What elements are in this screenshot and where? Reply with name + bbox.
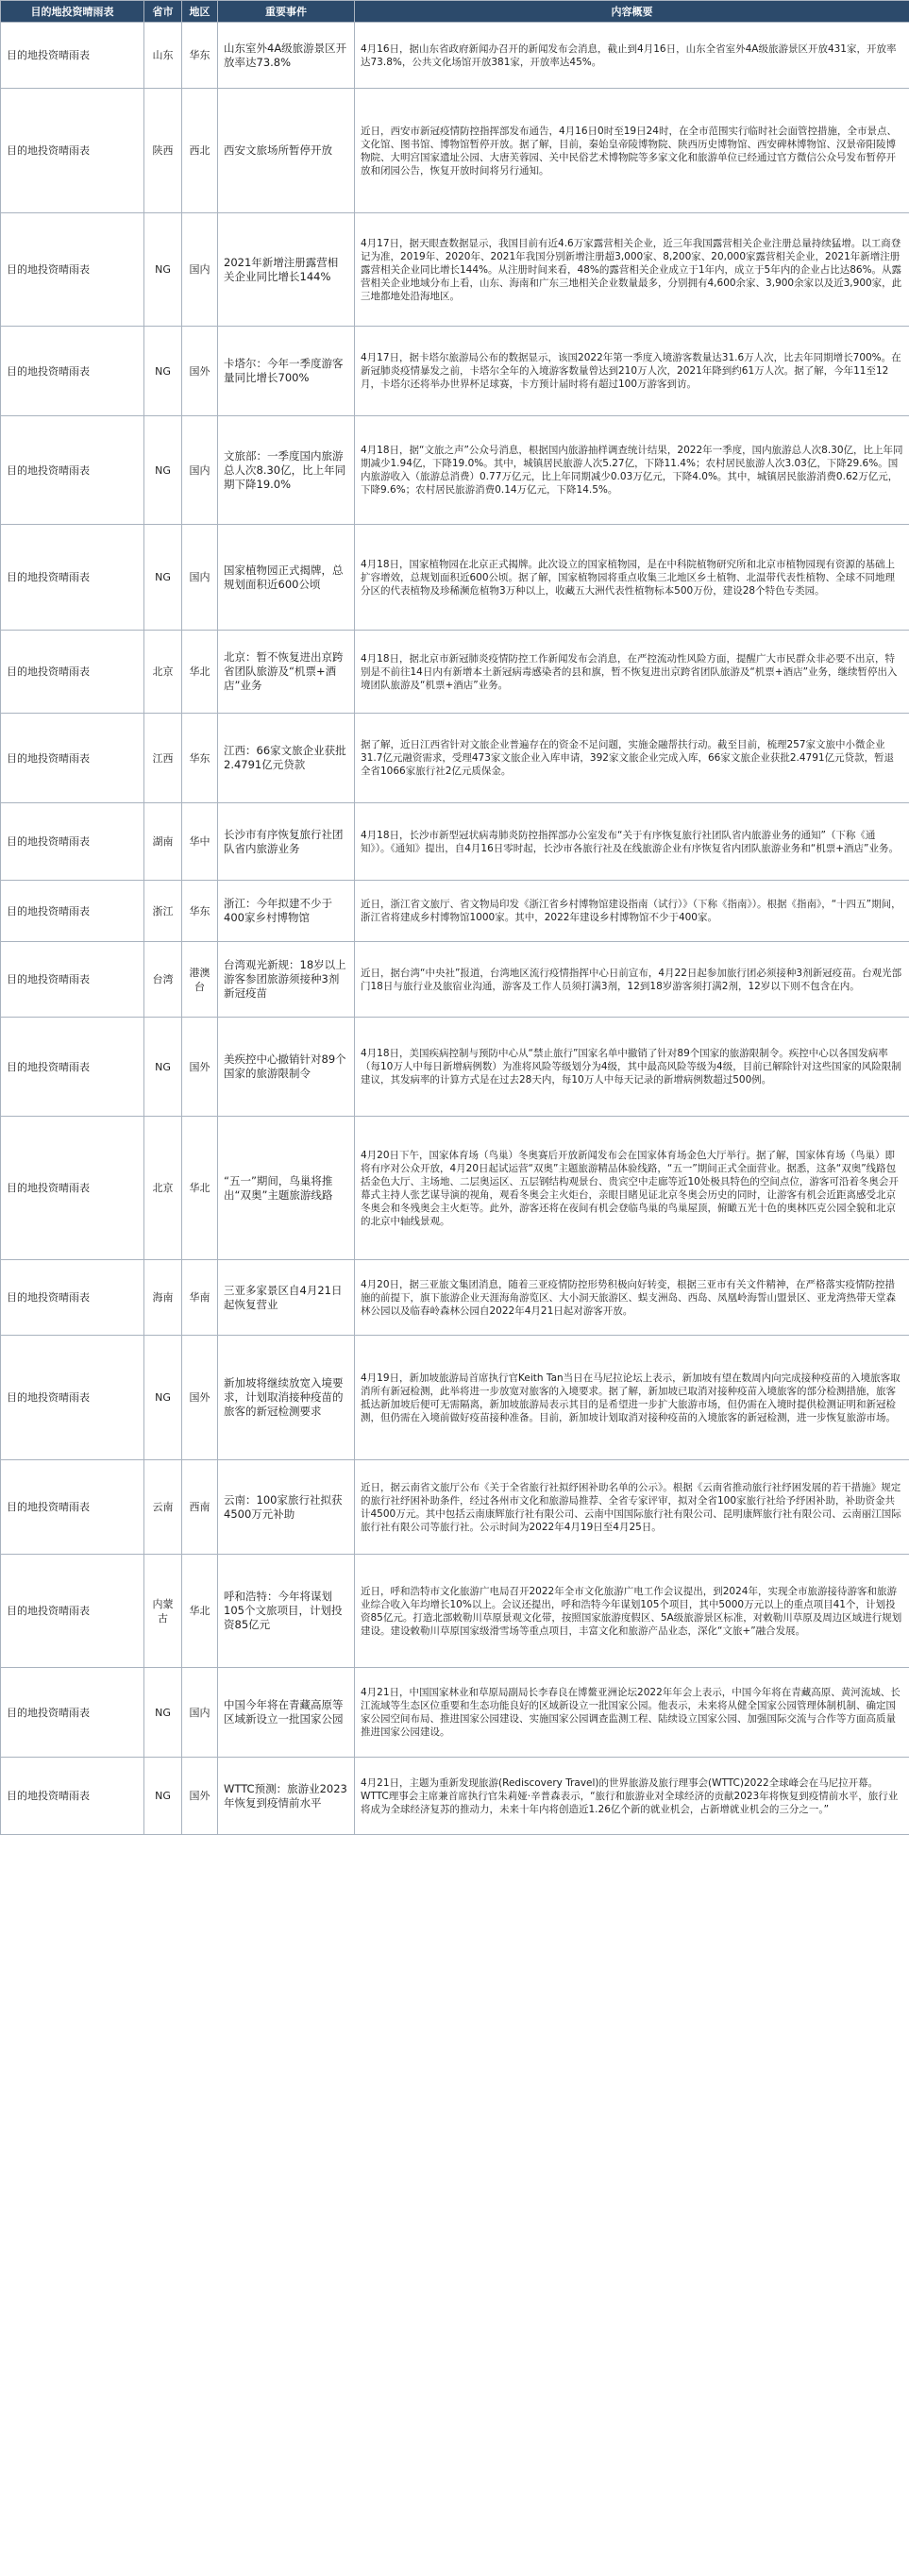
cell-summary: 近日，浙江省文旅厅、省文物局印发《浙江省乡村博物馆建设指南（试行）》（下称《指南》）。根据《指南》，“十四五”期间，浙江省将建成乡村博物馆1000家。其中，2022年建设乡村博物馆不少于400家。 bbox=[355, 881, 909, 942]
cell-summary: 4月21日，主题为重新发现旅游(Rediscovery Travel)的世界旅游及旅行理事会(WTTC)2022全球峰会在马尼拉开幕。WTTC理事会主席兼首席执行官朱莉娅·辛普森表示，“旅行和旅游业对全球经济的贡献2023年将恢复到疫情前水平，旅行业将成为全球经济复苏的推动力，未来十年内将创造近1.26亿个新的就业机会，占新增就业机会的三分之一。” bbox=[355, 1758, 909, 1835]
cell-category: 目的地投资晴雨表 bbox=[1, 1758, 144, 1835]
cell-region: 华北 bbox=[182, 631, 218, 714]
cell-event: 美疾控中心撤销针对89个国家的旅游限制令 bbox=[218, 1018, 355, 1117]
cell-region: 华北 bbox=[182, 1117, 218, 1260]
table-row bbox=[1, 803, 909, 881]
cell-category: 目的地投资晴雨表 bbox=[1, 327, 144, 416]
table-row bbox=[1, 631, 909, 714]
cell-event: 三亚多家景区自4月21日起恢复营业 bbox=[218, 1260, 355, 1336]
cell-region: 华东 bbox=[182, 23, 218, 89]
cell-province: 陕西 bbox=[144, 89, 182, 213]
cell-event: 台湾观光新规：18岁以上游客参团旅游须接种3剂新冠疫苗 bbox=[218, 942, 355, 1018]
cell-category: 目的地投资晴雨表 bbox=[1, 213, 144, 327]
cell-category: 目的地投资晴雨表 bbox=[1, 525, 144, 631]
table-row bbox=[1, 1117, 909, 1260]
table-body bbox=[1, 23, 909, 1835]
table-row bbox=[1, 1555, 909, 1668]
cell-summary: 近日，据台湾“中央社”报道，台湾地区流行疫情指挥中心日前宣布，4月22日起参加旅行团必须接种3剂新冠疫苗。台观光部门18日与旅行业及旅宿业沟通，游客及工作人员须打满3剂，12到18岁游客须打满2剂，12岁以下则不包含在内。 bbox=[355, 942, 909, 1018]
cell-category: 目的地投资晴雨表 bbox=[1, 714, 144, 803]
cell-event: 长沙市有序恢复旅行社团队省内旅游业务 bbox=[218, 803, 355, 881]
cell-region: 国外 bbox=[182, 1018, 218, 1117]
cell-summary: 4月18日，国家植物园在北京正式揭牌。此次设立的国家植物园，是在中科院植物研究所和北京市植物园现有资源的基础上扩容增效，总规划面积近600公顷。据了解，国家植物园将重点收集三北地区乡土植物、北温带代表性植物、全球不同地理分区的代表植物及珍稀濒危植物3万种以上，收藏五大洲代表性植物标本500万份，建设28个特色专类园。 bbox=[355, 525, 909, 631]
table-row bbox=[1, 213, 909, 327]
table-row bbox=[1, 89, 909, 213]
column-header-event: 重要事件 bbox=[218, 1, 355, 23]
table-row bbox=[1, 327, 909, 416]
cell-province: 台湾 bbox=[144, 942, 182, 1018]
cell-summary: 近日，据云南省文旅厅公布《关于全省旅行社拟纾困补助名单的公示》。根据《云南省推动旅行社纾困发展的若干措施》规定的旅行社纾困补助条件，经过各州市文化和旅游局推荐、全省专家评审，拟对全省100家旅行社给予纾困补助，补助资金共计4500万元。其中包括云南康辉旅行社有限公司、云南中国国际旅行社有限公司、昆明康辉旅行社有限公司、云南丽江国际旅行社有限公司等旅行社。公示时间为2022年4月19日至4月25日。 bbox=[355, 1460, 909, 1555]
cell-summary: 4月17日，据天眼查数据显示，我国目前有近4.6万家露营相关企业，近三年我国露营相关企业注册总量持续猛增。以工商登记为准，2019年、2020年、2021年我国分别新增注册超3,000家、8,200家、20,000家露营相关企业，2021年新增注册露营相关企业同比增长144%。从注册时间来看，48%的露营相关企业成立于1年内，成立于5年内的企业占比达86%。从露营相关企业地域分布上看，山东、海南和广东三地相关企业数量最多，分别拥有4,600余家、3,900余家以及近3,900家，此三地都地处沿海地区。 bbox=[355, 213, 909, 327]
header-row bbox=[1, 1, 909, 23]
cell-province: NG bbox=[144, 1336, 182, 1460]
cell-event: 山东室外4A级旅游景区开放率达73.8% bbox=[218, 23, 355, 89]
cell-category: 目的地投资晴雨表 bbox=[1, 1336, 144, 1460]
cell-province: 内蒙古 bbox=[144, 1555, 182, 1668]
cell-province: NG bbox=[144, 213, 182, 327]
cell-summary: 近日，西安市新冠疫情防控指挥部发布通告，4月16日0时至19日24时，在全市范围实行临时社会面管控措施，全市景点、文化馆、图书馆、博物馆暂停开放。据了解，目前，秦始皇帝陵博物院、陕西历史博物馆、西安碑林博物馆、汉景帝阳陵博物院、大明宫国家遗址公园、大唐芙蓉园、关中民俗艺术博物院等多家文化和旅游单位已经通过官方微信公众号发布暂停开放和闭园公告，恢复开放时间将另行通知。 bbox=[355, 89, 909, 213]
cell-event: 国家植物园正式揭牌，总规划面积近600公顷 bbox=[218, 525, 355, 631]
table-row bbox=[1, 881, 909, 942]
cell-event: 卡塔尔：今年一季度游客量同比增长700% bbox=[218, 327, 355, 416]
table-row bbox=[1, 1460, 909, 1555]
table-row bbox=[1, 714, 909, 803]
cell-category: 目的地投资晴雨表 bbox=[1, 1460, 144, 1555]
cell-event: 新加坡将继续放宽入境要求，计划取消接种疫苗的旅客的新冠检测要求 bbox=[218, 1336, 355, 1460]
cell-event: 江西：66家文旅企业获批2.4791亿元贷款 bbox=[218, 714, 355, 803]
table-row bbox=[1, 1668, 909, 1758]
cell-region: 西北 bbox=[182, 89, 218, 213]
cell-region: 国外 bbox=[182, 327, 218, 416]
cell-summary: 4月17日，据卡塔尔旅游局公布的数据显示，该国2022年第一季度入境游客数量达31.6万人次，比去年同期增长700%。在新冠肺炎疫情暴发之前，卡塔尔全年的入境游客数量曾达到210万人次，2021年降到约61万人次。据了解，今年11至12月，卡塔尔还将举办世界杯足球赛，卡方预计届时将有超过100万游客到访。 bbox=[355, 327, 909, 416]
table-row bbox=[1, 942, 909, 1018]
cell-region: 华东 bbox=[182, 881, 218, 942]
cell-category: 目的地投资晴雨表 bbox=[1, 942, 144, 1018]
cell-summary: 4月19日，新加坡旅游局首席执行官Keith Tan当日在马尼拉论坛上表示，新加坡有望在数周内向完成接种疫苗的入境旅客取消所有新冠检测，此举将进一步放宽对旅客的入境要求。据了解，新加坡已取消对接种疫苗入境旅客的部分检测措施，旅客抵达新加坡后便可无需隔离，新加坡旅游局表示其目的是希望进一步扩大旅游市场，但仍需在入境时提供检测证明和新冠检测，但仍需在入境前做好疫苗接种准备。目前，新加坡计划取消对接种疫苗的入境旅客的新冠检测，进一步恢复旅游市场。 bbox=[355, 1336, 909, 1460]
cell-region: 华北 bbox=[182, 1555, 218, 1668]
cell-category: 目的地投资晴雨表 bbox=[1, 416, 144, 525]
cell-summary: 4月20日，据三亚旅文集团消息，随着三亚疫情防控形势积极向好转变，根据三亚市有关文件精神，在严格落实疫情防控措施的前提下，旗下旅游企业天涯海角游览区、大小洞天旅游区、蜈支洲岛、西岛、凤凰岭海誓山盟景区、亚龙湾热带天堂森林公园以及临春岭森林公园自2022年4月21日起对游客开放。 bbox=[355, 1260, 909, 1336]
cell-event: “五一”期间，鸟巢将推出“双奥”主题旅游线路 bbox=[218, 1117, 355, 1260]
cell-event: 西安文旅场所暂停开放 bbox=[218, 89, 355, 213]
cell-event: 云南：100家旅行社拟获4500万元补助 bbox=[218, 1460, 355, 1555]
cell-event: 文旅部：一季度国内旅游总人次8.30亿，比上年同期下降19.0% bbox=[218, 416, 355, 525]
cell-category: 目的地投资晴雨表 bbox=[1, 1555, 144, 1668]
column-header-summary: 内容概要 bbox=[355, 1, 909, 23]
cell-province: NG bbox=[144, 1668, 182, 1758]
cell-category: 目的地投资晴雨表 bbox=[1, 1668, 144, 1758]
table-row bbox=[1, 23, 909, 89]
cell-event: 北京：暂不恢复进出京跨省团队旅游及“机票+酒店”业务 bbox=[218, 631, 355, 714]
cell-summary: 4月18日，美国疾病控制与预防中心从“禁止旅行”国家名单中撤销了针对89个国家的旅游限制令。疾控中心以各国发病率（每10万人中每日新增病例数）为准将风险等级划分为4级，其中最高风险等级为4级，目前已解除针对这些国家的风险限制建议，其发病率的计算方式是在过去28天内，每10万人中每天记录的新增病例数超过500例。 bbox=[355, 1018, 909, 1117]
cell-region: 国内 bbox=[182, 1668, 218, 1758]
cell-event: 2021年新增注册露营相关企业同比增长144% bbox=[218, 213, 355, 327]
table-row bbox=[1, 1758, 909, 1835]
cell-region: 华东 bbox=[182, 714, 218, 803]
cell-summary: 据了解，近日江西省针对文旅企业普遍存在的资金不足问题，实施金融帮扶行动。截至目前，梳理257家文旅中小微企业31.7亿元融资需求，受理473家文旅企业入库申请，392家文旅企业完成入库，66家文旅企业获批2.4791亿元贷款，暂退全省1066家旅行社2亿元质保金。 bbox=[355, 714, 909, 803]
table-row bbox=[1, 1018, 909, 1117]
cell-summary: 4月18日，长沙市新型冠状病毒肺炎防控指挥部办公室发布“关于有序恢复旅行社团队省内旅游业务的通知”（下称《通知》）。《通知》提出，自4月16日零时起，长沙市各旅行社及在线旅游企业有序恢复省内团队旅游业务和“机票+酒店”业务。 bbox=[355, 803, 909, 881]
cell-province: 云南 bbox=[144, 1460, 182, 1555]
table-row bbox=[1, 416, 909, 525]
table-row bbox=[1, 1260, 909, 1336]
cell-summary: 4月16日，据山东省政府新闻办召开的新闻发布会消息，截止到4月16日，山东全省室外4A级旅游景区开放431家，开放率达73.8%，公共文化场馆开放381家，开放率达45%。 bbox=[355, 23, 909, 89]
cell-summary: 4月20日下午，国家体育场（鸟巢）冬奥赛后开放新闻发布会在国家体育场金色大厅举行。据了解，国家体育场（鸟巢）即将有序对公众开放，4月20日起试运营“双奥”主题旅游精品体验线路，“五一”期间正式全面营业。据悉，这条“双奥”线路包括金色大厅、主场地、二层奥运区、五层钢结构观景台、贵宾空中走廊等近10处极具特色的空间点位，游客可沿着冬奥会开幕式主持人张艺谋导演的视角，观看冬奥会主火炬台，亲眼目睹见证北京冬奥会历史的同时，让游客有机会近距离感受北京冬奥会和冬残奥会主火炬等。此外，游客还将在夜间有机会登临鸟巢的鸟巢屋顶，俯瞰五光十色的奥林匹克公园全貌和北京的北京中轴线景观。 bbox=[355, 1117, 909, 1260]
cell-province: NG bbox=[144, 525, 182, 631]
cell-event: 呼和浩特：今年将谋划105个文旅项目，计划投资85亿元 bbox=[218, 1555, 355, 1668]
cell-category: 目的地投资晴雨表 bbox=[1, 881, 144, 942]
cell-province: 浙江 bbox=[144, 881, 182, 942]
cell-region: 国内 bbox=[182, 416, 218, 525]
cell-region: 华南 bbox=[182, 1260, 218, 1336]
column-header-region: 地区 bbox=[182, 1, 218, 23]
cell-category: 目的地投资晴雨表 bbox=[1, 89, 144, 213]
cell-summary: 4月21日，中国国家林业和草原局副局长李春良在博鳌亚洲论坛2022年年会上表示，中国今年将在青藏高原、黄河流域、长江流域等生态区位重要和生态功能良好的区域新设立一批国家公园。他表示，未来将从健全国家公园管理体制机制、确定国家公园空间布局、推进国家公园建设、实施国家公园调查监测工程、陆续设立国家公园、加强国际交流与合作等方面高质量推进国家公园建设。 bbox=[355, 1668, 909, 1758]
cell-province: 山东 bbox=[144, 23, 182, 89]
cell-region: 国外 bbox=[182, 1758, 218, 1835]
cell-summary: 4月18日，据北京市新冠肺炎疫情防控工作新闻发布会消息，在严控流动性风险方面，提醒广大市民群众非必要不出京，特别是不前往14日内有新增本土新冠病毒感染者的县和旗，暂不恢复进出京跨省团队旅游及“机票+酒店”业务，继续暂停出入境团队旅游及“机票+酒店”业务。 bbox=[355, 631, 909, 714]
cell-category: 目的地投资晴雨表 bbox=[1, 1260, 144, 1336]
table-row bbox=[1, 1336, 909, 1460]
cell-province: NG bbox=[144, 416, 182, 525]
cell-province: 江西 bbox=[144, 714, 182, 803]
cell-event: 中国今年将在青藏高原等区域新设立一批国家公园 bbox=[218, 1668, 355, 1758]
cell-region: 西南 bbox=[182, 1460, 218, 1555]
column-header-province: 省市 bbox=[144, 1, 182, 23]
cell-category: 目的地投资晴雨表 bbox=[1, 631, 144, 714]
cell-province: NG bbox=[144, 1758, 182, 1835]
cell-region: 国内 bbox=[182, 213, 218, 327]
cell-event: 浙江：今年拟建不少于400家乡村博物馆 bbox=[218, 881, 355, 942]
cell-region: 国外 bbox=[182, 1336, 218, 1460]
cell-region: 华中 bbox=[182, 803, 218, 881]
cell-event: WTTC预测：旅游业2023年恢复到疫情前水平 bbox=[218, 1758, 355, 1835]
cell-province: 湖南 bbox=[144, 803, 182, 881]
cell-summary: 近日，呼和浩特市文化旅游广电局召开2022年全市文化旅游广电工作会议提出，到2024年，实现全市旅游接待游客和旅游业综合收入年均增长10%以上。会议还提出，呼和浩特今年谋划105个项目，其中5000万元以上的重点项目41个，计划投资85亿元。打造北部敕勒川草原景观文化带，按照国家旅游度假区、5A级旅游景区标准，对敕勒川草原及周边区域进行规划建设。建设敕勒川草原国家级滑雪场等重点项目，丰富文化和旅游产品业态，深化“文旅+”融合发展。 bbox=[355, 1555, 909, 1668]
column-header-category: 目的地投资晴雨表 bbox=[1, 1, 144, 23]
cell-province: 北京 bbox=[144, 1117, 182, 1260]
cell-province: 海南 bbox=[144, 1260, 182, 1336]
cell-category: 目的地投资晴雨表 bbox=[1, 1117, 144, 1260]
cell-category: 目的地投资晴雨表 bbox=[1, 23, 144, 89]
cell-region: 国内 bbox=[182, 525, 218, 631]
cell-category: 目的地投资晴雨表 bbox=[1, 1018, 144, 1117]
table-row bbox=[1, 525, 909, 631]
cell-summary: 4月18日，据“文旅之声”公众号消息，根据国内旅游抽样调查统计结果，2022年一季度，国内旅游总人次8.30亿，比上年同期减少1.94亿，下降19.0%。其中，城镇居民旅游人次5.27亿，下降11.4%；农村居民旅游人次3.03亿，下降29.6%。国内旅游收入（旅游总消费）0.77万亿元，比上年同期减少0.03万亿元，下降4.0%。其中，城镇居民旅游消费0.62万亿元，下降9.6%；农村居民旅游消费0.14万亿元，下降14.5%。 bbox=[355, 416, 909, 525]
cell-category: 目的地投资晴雨表 bbox=[1, 803, 144, 881]
cell-province: NG bbox=[144, 1018, 182, 1117]
cell-province: NG bbox=[144, 327, 182, 416]
cell-province: 北京 bbox=[144, 631, 182, 714]
cell-region: 港澳台 bbox=[182, 942, 218, 1018]
